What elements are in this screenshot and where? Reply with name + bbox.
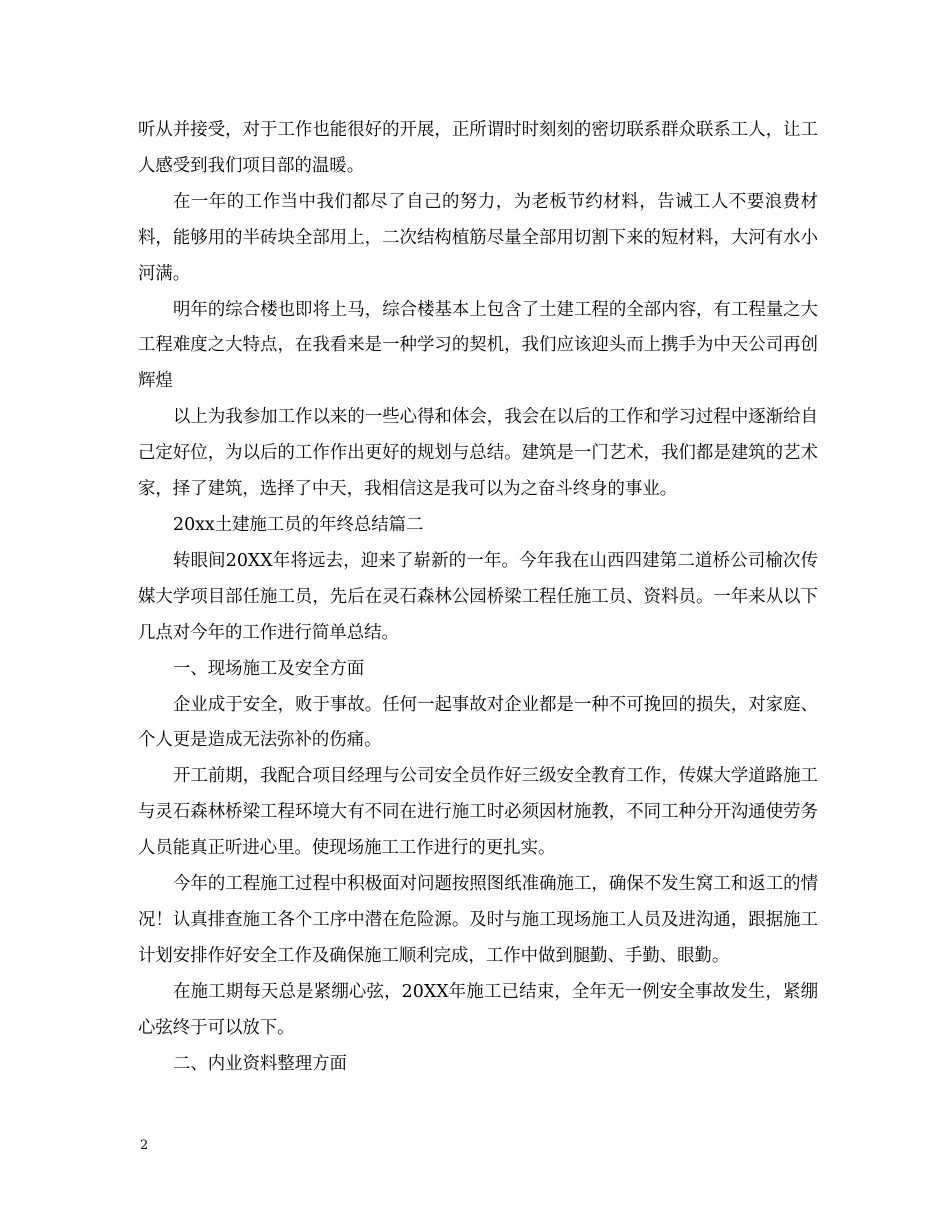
paragraph-construction-process: 今年的工程施工过程中积极面对问题按照图纸准确施工，确保不发生窝工和返工的情况！认真排查施工各个工序中潜在危险源。及时与施工现场施工人员及进沟通，跟据施工计划安排作好安全工作及确保施工顺利完成，工作中做到腿勤、手勤、眼勤。 [138, 874, 818, 966]
heading-site-safety: 一、现场施工及安全方面 [173, 658, 365, 679]
section-title-part-two: 20xx土建施工员的年终总结篇二 [173, 514, 424, 535]
page-number: 2 [140, 1138, 149, 1153]
paragraph-safety-result: 在施工期每天总是紧绷心弦，20XX年施工已结束，全年无一例安全事故发生，紧绷心弦终于可以放下。 [138, 981, 818, 1038]
paragraph-safety-principle: 企业成于安全，败于事故。任何一起事故对企业都是一种不可挽回的损失，对家庭、个人更是造成无法弥补的伤痛。 [138, 694, 818, 751]
paragraph-safety-education: 开工前期，我配合项目经理与公司安全员作好三级安全教育工作，传媒大学道路施工与灵石森林桥梁工程环境大有不同在进行施工时必须因材施教，不同工种分开沟通使劳务人员能真正听进心里。使现场施工工作进行的更扎实。 [138, 766, 818, 859]
paragraph-intro-part-two: 转眼间20XX年将远去，迎来了崭新的一年。今年我在山西四建第二道桥公司榆次传媒大学项目部任施工员，先后在灵石森林公园桥梁工程任施工员、资料员。一年来从以下几点对今年的工作进行简单总结。 [138, 550, 818, 643]
paragraph-continuation: 听从并接受，对于工作也能很好的开展，正所谓时时刻刻的密切联系群众联系工人，让工人感受到我们项目部的温暖。 [138, 120, 818, 176]
paragraph-next-year-plan: 明年的综合楼也即将上马，综合楼基本上包含了土建工程的全部内容，有工程量之大工程难度之大特点，在我看来是一种学习的契机，我们应该迎头而上携手为中天公司再创辉煌 [138, 299, 818, 392]
paragraph-reflection: 以上为我参加工作以来的一些心得和体会，我会在以后的工作和学习过程中逐渐给自己定好位，为以后的工作作出更好的规划与总结。建筑是一门艺术，我们都是建筑的艺术家，择了建筑，选择了中天，我相信这是我可以为之奋斗终身的事业。 [138, 407, 818, 500]
document-body [138, 113, 818, 1082]
paragraph-material-saving: 在一年的工作当中我们都尽了自己的努力，为老板节约材料，告诫工人不要浪费材料，能够用的半砖块全部用上，二次结构植筋尽量全部用切割下来的短材料，大河有水小河满。 [138, 191, 818, 284]
heading-document-management: 二、内业资料整理方面 [173, 1053, 347, 1074]
